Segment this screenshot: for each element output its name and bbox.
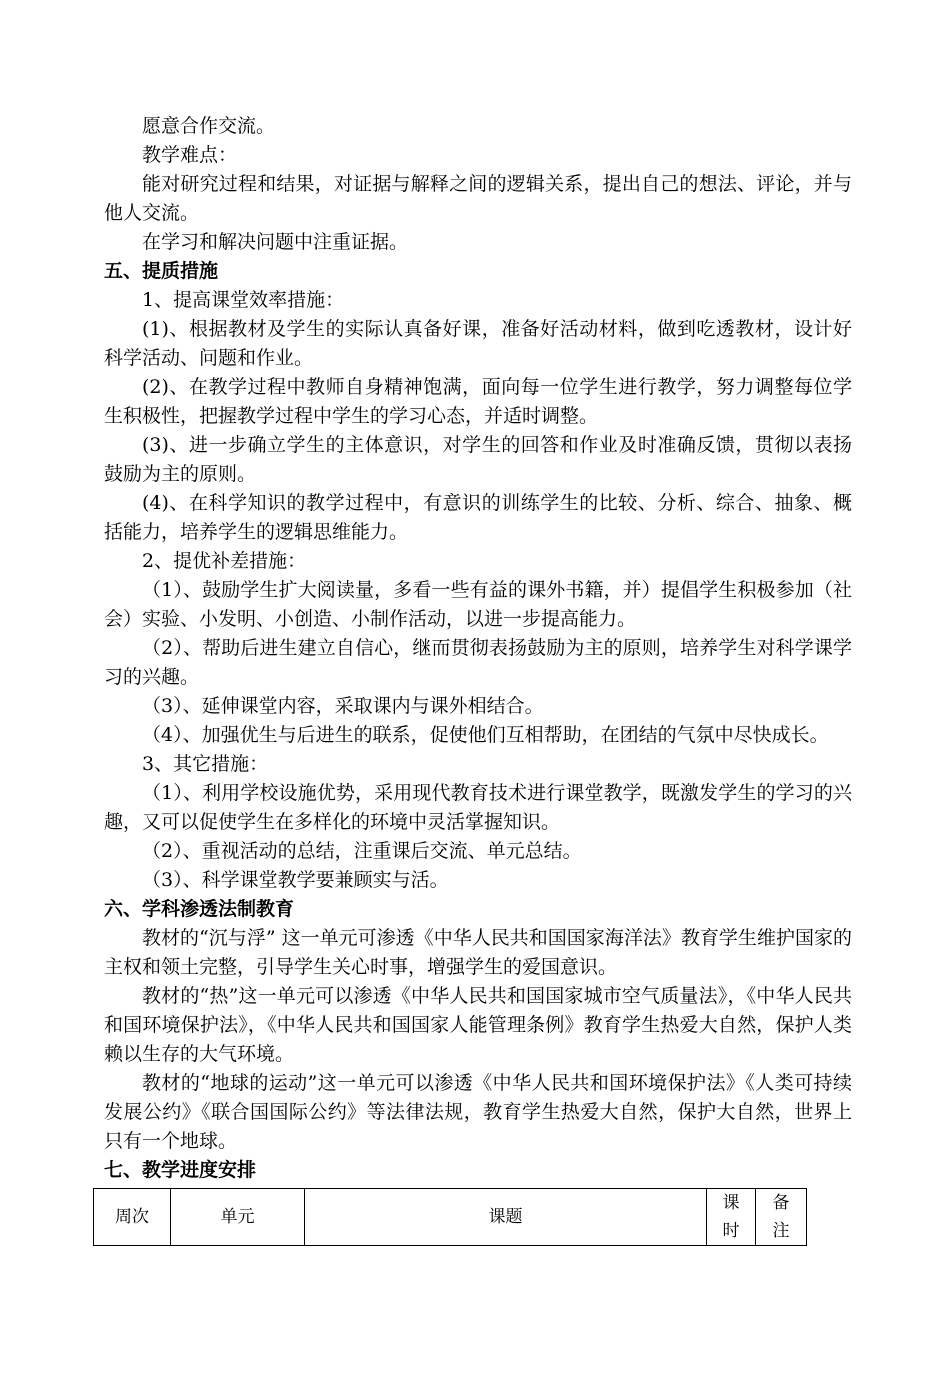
paragraph: 教材的“沉与浮” 这一单元可渗透《中华人民共和国国家海洋法》教育学生维护国家的主权和领土完整，引导学生关心时事，增强学生的爱国意识。 — [104, 927, 852, 978]
paragraph: （1）、利用学校设施优势，采用现代教育技术进行课堂教学，既激发学生的学习的兴趣，又可以促使学生在多样化的环境中灵活掌握知识。 — [104, 782, 852, 833]
header-notes — [756, 1189, 807, 1246]
header-week: 周次 — [94, 1189, 171, 1246]
paragraph: （2）、重视活动的总结，注重课后交流、单元总结。 — [142, 840, 582, 862]
section-heading: 五、提质措施 — [104, 260, 219, 282]
paragraph: (1)、根据教材及学生的实际认真备好课，准备好活动材料，做到吃透教材，设计好科学活动、问题和作业。 — [104, 318, 852, 369]
header-topic: 课题 — [305, 1189, 707, 1246]
paragraph: 1、提高课堂效率措施： — [142, 289, 345, 311]
paragraph: 教材的“热”这一单元可以渗透《中华人民共和国国家城市空气质量法》，《中华人民共和国环境保护法》，《中华人民共和国国家人能管理条例》教育学生热爱大自然，保护人类赖以生存的大气环境。 — [104, 985, 852, 1065]
paragraph: （1）、鼓励学生扩大阅读量，多看一些有益的课外书籍，并）提倡学生积极参加（社会）实验、小发明、小创造、小制作活动，以进一步提高能力。 — [104, 579, 852, 630]
paragraph: 教材的“地球的运动”这一单元可以渗透《中华人民共和国环境保护法》《人类可持续发展公约》《联合国国际公约》等法律法规，教育学生热爱大自然，保护大自然，世界上只有一个地球。 — [104, 1072, 852, 1152]
paragraph: （2）、帮助后进生建立自信心，继而贯彻表扬鼓励为主的原则，培养学生对科学课学习的兴趣。 — [104, 637, 852, 688]
paragraph: 3、其它措施： — [142, 753, 269, 775]
paragraph: （3）、延伸课堂内容，采取课内与课外相结合。 — [142, 695, 544, 717]
paragraph: 教学难点： — [142, 144, 238, 166]
header-hours-text: 课时 — [722, 1193, 740, 1241]
paragraph: （4）、加强优生与后进生的联系，促使他们互相帮助，在团结的气氛中尽快成长。 — [142, 724, 829, 746]
header-unit: 单元 — [171, 1189, 305, 1246]
paragraph: (4)、在科学知识的教学过程中，有意识的训练学生的比较、分析、综合、抽象、概括能力，培养学生的逻辑思维能力。 — [104, 492, 852, 543]
paragraph: 2、提优补差措施： — [142, 550, 307, 572]
paragraph: 愿意合作交流。 — [142, 115, 276, 137]
paragraph: (2)、在教学过程中教师自身精神饱满，面向每一位学生进行教学，努力调整每位学生积极性，把握教学过程中学生的学习心态，并适时调整。 — [104, 376, 852, 427]
paragraph: 在学习和解决问题中注重证据。 — [142, 231, 409, 253]
table-header-row — [94, 1189, 807, 1246]
header-hours — [707, 1189, 756, 1246]
paragraph: （3）、科学课堂教学要兼顾实与活。 — [142, 869, 449, 891]
paragraph: (3)、进一步确立学生的主体意识，对学生的回答和作业及时准确反馈，贯彻以表扬鼓励为主的原则。 — [104, 434, 852, 485]
section-heading: 六、学科渗透法制教育 — [104, 898, 295, 920]
schedule-table — [93, 1188, 807, 1246]
section-heading: 七、教学进度安排 — [104, 1159, 257, 1181]
paragraph: 能对研究过程和结果，对证据与解释之间的逻辑关系，提出自己的想法、评论，并与他人交流。 — [104, 173, 852, 224]
header-notes-text: 备注 — [772, 1193, 790, 1241]
document-body — [104, 112, 852, 1185]
